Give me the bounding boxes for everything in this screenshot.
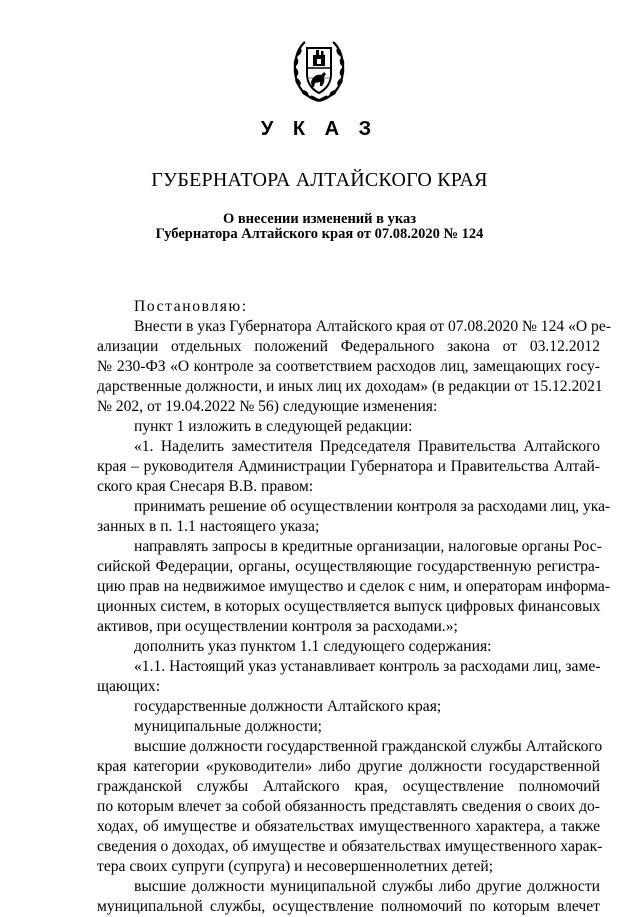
text-line: муниципальные должности; [134,718,323,735]
text-line: ционных систем, в которых осуществляется выпуск цифровых финансовых [97,598,601,615]
text-line: края – руководителя Администрации Губернатора и Правительства Алтай- [97,458,600,475]
text-line: № 202, от 19.04.2022 № 56) следующие изменения: [97,398,438,415]
text-line: государственные должности Алтайского края; [134,698,442,715]
text-line: активов, при осуществлении контроля за расходами.»; [97,618,458,635]
text-line: высшие должности муниципальной службы либо другие должности [134,878,600,895]
text-line: дарственные должности, и иных лиц их доходам» (в редакции от 15.12.2021 [97,378,603,395]
text-line: цию прав на недвижимое имущество и сделок с ним, и операторам информа- [97,578,611,595]
text-line: ализации отдельных положений Федерального закона от 03.12.2012 [97,338,600,355]
text-line: принимать решение об осуществлении контроля за расходами лиц, ука- [134,498,611,515]
text-line: щающих: [97,678,161,695]
text-line: края категории «руководители» либо другие должности государственной [97,758,600,775]
coat-of-arms-icon [291,38,347,104]
text-line: ходах, об имуществе и обязательствах имущественного характера, а также [97,818,600,835]
text-line: направлять запросы в кредитные организации, налоговые органы Рос- [134,538,602,555]
decree-title: У К А З [260,118,379,140]
text-line: высшие должности государственной гражданской службы Алтайского [134,738,603,755]
text-line: тера своих супруги (супруга) и несовершеннолетних детей; [97,858,494,875]
text-line: пункт 1 изложить в следующей редакции: [134,418,413,435]
text-line: дополнить указ пунктом 1.1 следующего содержания: [134,638,492,655]
decree-subject [0,212,639,242]
text-line: муниципальной службы, осуществление полномочий по которым влечет [97,898,600,915]
text-line: «1.1. Настоящий указ устанавливает контроль за расходами лиц, заме- [134,658,601,675]
text-line: сийской Федерации, органы, осуществляющие государственную регистра- [97,558,600,575]
text-line: занных в п. 1.1 настоящего указа; [97,518,320,535]
text-line: Постановляю: [134,298,248,315]
text-line: «1. Наделить заместителя Председателя Правительства Алтайского [134,438,600,455]
issuer-title: ГУБЕРНАТОРА АЛТАЙСКОГО КРАЯ [151,169,488,191]
subject-line: Губернатора Алтайского края от 07.08.2020 № 124 [155,226,484,242]
text-line: ского края Снесаря В.В. правом: [97,478,314,495]
text-line: гражданской службы Алтайского края, осуществление полномочий [97,778,600,795]
subject-line: О внесении изменений в указ [222,211,417,227]
text-line: по которым влечет за собой обязанность представлять сведения о своих до- [97,798,600,815]
text-line: сведения о доходах, об имуществе и обязательствах имущественного харак- [97,838,603,855]
text-line: Внести в указ Губернатора Алтайского края от 07.08.2020 № 124 «О ре- [134,318,611,335]
decree-body [97,297,611,917]
text-line: № 230-ФЗ «О контроле за соответствием расходов лиц, замещающих госу- [97,358,600,375]
